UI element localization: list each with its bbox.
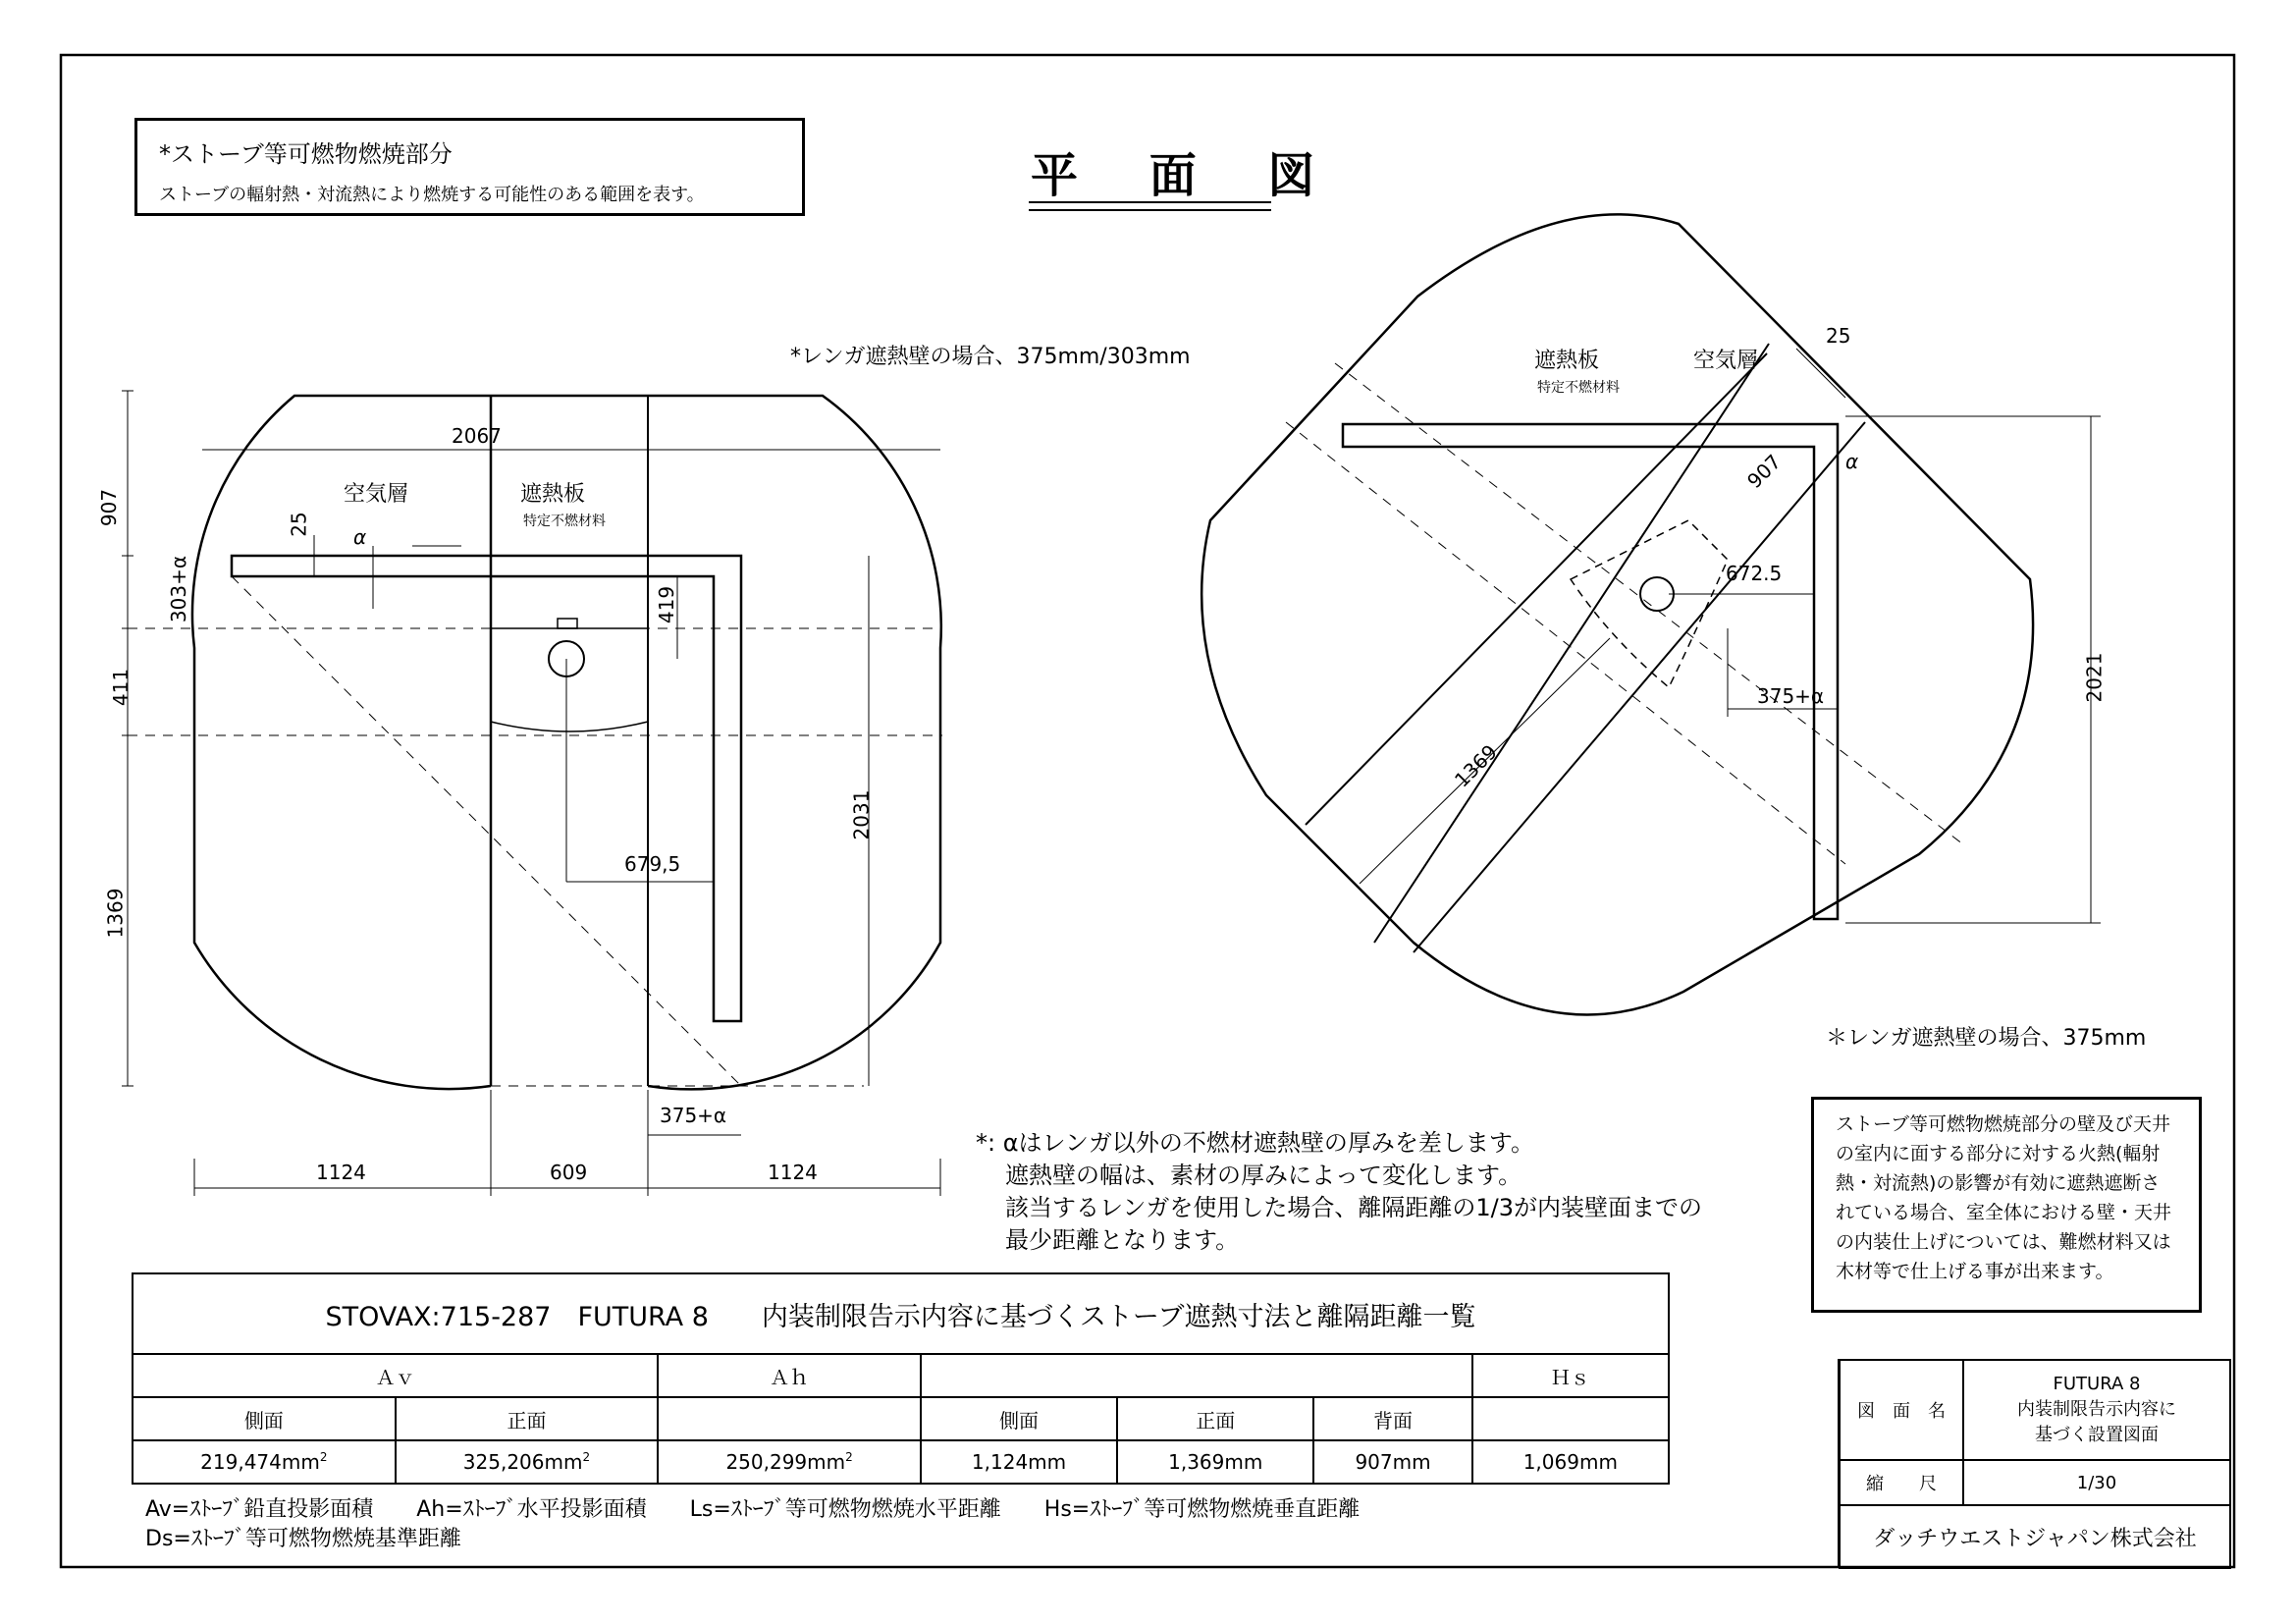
spec-col-hs: [1472, 1397, 1669, 1440]
right-label-shield: 遮熱板: [1534, 349, 1600, 373]
legend-line-1: Av=ｽﾄｰﾌﾞ鉛直投影面積 Ah=ｽﾄｰﾌﾞ水平投影面積 Ls=ｽﾄｰﾌﾞ等可燃物燃焼水平距離 Hs=ｽﾄｰﾌﾞ等可燃物燃焼垂直距離: [145, 1497, 1361, 1522]
spec-table-heading: STOVAX:715-287 FUTURA 8 内装制限告示内容に基づくストーブ遮熱寸法と離隔距離一覧: [133, 1273, 1669, 1354]
spec-val-front: 1,369mm: [1117, 1440, 1313, 1484]
right-dim-1369: 1369: [1449, 739, 1502, 792]
right-dim-2021: 2021: [2082, 652, 2107, 703]
alpha-note-line-4: 最少距離となります。: [1005, 1226, 1240, 1254]
left-dim-alpha: α: [353, 525, 367, 549]
band-line-1: [1374, 344, 1769, 943]
alpha-notes: [976, 1127, 1702, 1257]
right-dim-alpha: α: [1845, 450, 1859, 473]
left-dim-1124b: 1124: [768, 1161, 818, 1184]
spec-group-av: Ａｖ: [133, 1354, 658, 1397]
left-dim-1124a: 1124: [316, 1161, 366, 1184]
left-label-shield: 遮熱板: [520, 482, 586, 507]
stove-body-left: [491, 628, 648, 731]
left-dim-907: 907: [97, 488, 122, 527]
right-dim-25: 25: [1826, 324, 1851, 348]
spec-col-back: 背面: [1313, 1397, 1471, 1440]
spec-col-av-side: 側面: [133, 1397, 396, 1440]
left-label-shield-sub: 特定不燃材料: [523, 514, 606, 529]
scale-label: 縮 尺: [1840, 1460, 1963, 1505]
combustion-note-box: [134, 118, 805, 216]
right-brick-note: ＊レンガ遮熱壁の場合、375mm: [1826, 1026, 2147, 1051]
left-dim-1369: 1369: [103, 888, 128, 939]
spec-val-hs: 1,069mm: [1472, 1440, 1669, 1484]
interior-finish-note: ストーブ等可燃物燃焼部分の壁及び天井の室内に面する部分に対する火熱(輻射熱・対流熱)の影響が有効に遮熱遮断されている場合、室全体における壁・天井の内装仕上げについては、難燃材料又は木材等で仕上げる事が出来ます。: [1811, 1097, 2202, 1313]
spec-val-av-side: $219,474mm^2$: [133, 1440, 396, 1484]
abbreviation-legend: [145, 1495, 1360, 1554]
left-dim-2031: 2031: [849, 789, 874, 840]
right-dim-375a: 375+α: [1757, 684, 1825, 708]
left-dim-25: 25: [287, 512, 311, 537]
spec-val-ah: $250,299mm^2$: [658, 1440, 921, 1484]
alpha-note-line-2: 遮熱壁の幅は、素材の厚みによって変化します。: [1005, 1162, 1522, 1189]
page-title: 平 面 図: [1031, 148, 1343, 203]
spec-col-side: 側面: [921, 1397, 1117, 1440]
left-dim-609: 609: [550, 1161, 588, 1184]
spec-val-back: 907mm: [1313, 1440, 1471, 1484]
right-dim-907: 907: [1742, 450, 1787, 493]
right-plan: [1201, 214, 2101, 1014]
stove-flue-right: [1640, 577, 1674, 611]
drawing-name-label: 図 面 名: [1840, 1360, 1963, 1460]
spec-val-side: 1,124mm: [921, 1440, 1117, 1484]
spec-group-hs: Ｈｓ: [1472, 1354, 1669, 1397]
spec-group-ah: Ａｈ: [658, 1354, 921, 1397]
left-dim-303a: 303+α: [167, 555, 191, 623]
spec-table: [132, 1272, 1670, 1485]
spec-group-blank: [921, 1354, 1472, 1397]
combustion-area-right: [1201, 214, 2033, 1014]
heat-shield-left: [232, 556, 741, 1021]
legend-line-2: Ds=ｽﾄｰﾌﾞ等可燃物燃焼基準距離: [145, 1527, 461, 1551]
right-label-air: 空気層: [1693, 349, 1759, 373]
spec-col-ah: [658, 1397, 921, 1440]
spec-col-front: 正面: [1117, 1397, 1313, 1440]
right-dim-6725: 672.5: [1726, 562, 1783, 585]
left-dim-2067: 2067: [452, 424, 502, 448]
combustion-note-heading: *ストーブ等可燃物燃焼部分: [159, 140, 453, 168]
heat-shield-right: [1343, 424, 1838, 919]
scale-value: 1/30: [1963, 1460, 2230, 1505]
company-name: ダッチウエストジャパン株式会社: [1840, 1505, 2230, 1568]
left-dim-419: 419: [655, 585, 679, 624]
right-label-shield-sub: 特定不燃材料: [1537, 380, 1620, 396]
left-dim-6795: 679,5: [624, 852, 681, 876]
spec-col-av-front: 正面: [396, 1397, 659, 1440]
alpha-note-line-3: 該当するレンガを使用した場合、離隔距離の1/3が内装壁面までの: [1005, 1194, 1703, 1221]
combustion-note-body: ストーブの輻射熱・対流熱により燃焼する可能性のある範囲を表す。: [159, 185, 705, 205]
spec-val-av-front: $325,206mm^2$: [396, 1440, 659, 1484]
left-dim-375a: 375+α: [660, 1104, 727, 1127]
left-label-air: 空気層: [344, 482, 409, 507]
left-brick-note: *レンガ遮熱壁の場合、375mm/303mm: [790, 345, 1191, 369]
title-block: [1839, 1359, 2231, 1569]
drawing-name-value: FUTURA 8 内装制限告示内容に 基づく設置図面: [1963, 1360, 2230, 1460]
left-dim-411: 411: [109, 668, 133, 707]
alpha-note-line-1: *: αはレンガ以外の不燃材遮熱壁の厚みを差します。: [976, 1129, 1535, 1157]
